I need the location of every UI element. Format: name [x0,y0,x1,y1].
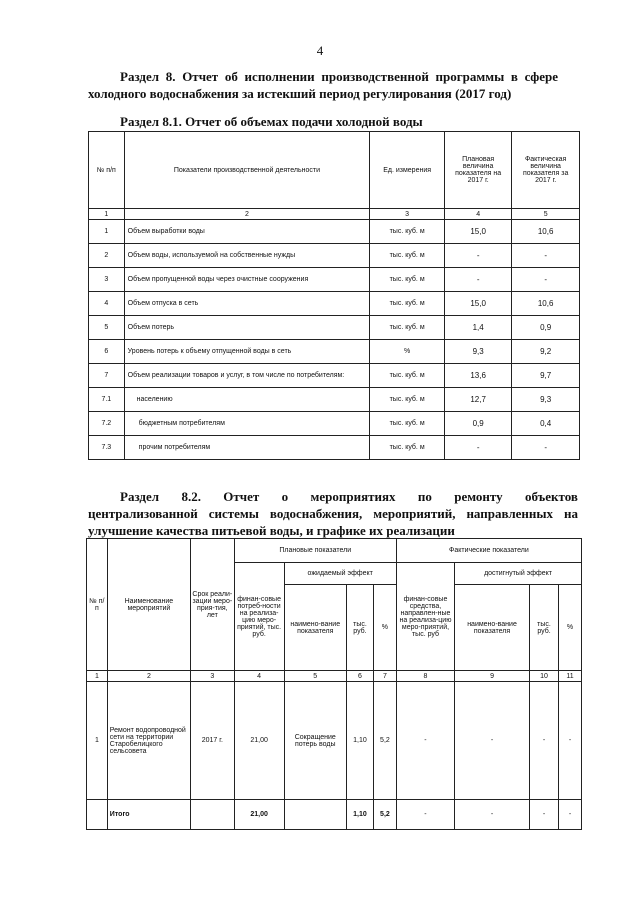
header-term: Срок реали-зации меро-прия-тия, лет [190,539,234,671]
total-fact-finance: - [396,800,454,830]
row-indicator: Объем отпуска в сеть [124,292,370,316]
header-indicator: Показатели производственной деятельности [124,132,370,209]
row-achieved-indicator: - [455,682,530,800]
column-number: 3 [370,209,445,220]
header-percent: % [373,585,396,671]
header-expected-effect: ожидаемый эффект [284,563,396,585]
column-number: 5 [284,671,346,682]
table-row [89,364,580,388]
total-label: Итого [107,800,190,830]
header-measure-name: Наименование мероприятий [107,539,190,671]
row-indicator: Объем выработки воды [124,220,370,244]
row-unit: тыс. куб. м [370,412,445,436]
title-word: 8.2. [181,489,201,504]
table-row [89,220,580,244]
header-plan-indicators: Плановые показатели [234,539,396,563]
row-plan: - [444,268,511,292]
section-8-2-title [88,488,578,539]
row-indicator: прочим потребителям [124,436,370,460]
row-expected-indicator: Сокращение потерь воды [284,682,346,800]
row-unit: тыс. куб. м [370,436,445,460]
total-plan-finance: 21,00 [234,800,284,830]
header-number: № п/п [87,539,108,671]
page-number: 4 [316,43,324,58]
header-fact-finance: финан-совые средства, направлен-ные на реализа-цию меро-приятий, тыс. руб [396,563,454,671]
row-number: 1 [87,682,108,800]
column-number: 3 [190,671,234,682]
table-row [89,388,580,412]
header-thousand-rub: тыс. руб. [529,585,558,671]
repair-measures-table [86,538,582,830]
row-unit: тыс. куб. м [370,220,445,244]
table-row [89,340,580,364]
title-word: мероприятиях [310,489,396,504]
total-achieved-rub: - [529,800,558,830]
row-achieved-percent: - [559,682,582,800]
total-empty-cell [87,800,108,830]
column-number: 6 [346,671,373,682]
table-header-row [87,539,582,563]
row-unit: тыс. куб. м [370,268,445,292]
water-supply-volume-table [88,131,580,460]
header-fact: Фактическая величина показателя за 2017 г. [512,132,580,209]
row-fact: 10,6 [512,292,580,316]
row-plan: 9,3 [444,340,511,364]
row-expected-rub: 1,10 [346,682,373,800]
column-number: 1 [89,209,125,220]
table-row [89,244,580,268]
row-plan: 0,9 [444,412,511,436]
row-unit: тыс. куб. м [370,364,445,388]
row-unit: тыс. куб. м [370,292,445,316]
title-word: объектов [525,489,578,504]
table-row [89,412,580,436]
section-8-2-title-rest: централизованной системы водоснабжения, мероприятий, направленных на улучшение качества питьевой воды, и графике их реализации [88,506,578,538]
row-indicator: Объем потерь [124,316,370,340]
row-fact: - [512,268,580,292]
row-expected-percent: 5,2 [373,682,396,800]
row-plan: 1,4 [444,316,511,340]
row-fact-finance: - [396,682,454,800]
row-number: 4 [89,292,125,316]
total-empty-cell [284,800,346,830]
column-number: 10 [529,671,558,682]
row-achieved-rub: - [529,682,558,800]
row-indicator: бюджетным потребителям [124,412,370,436]
row-number: 7.3 [89,436,125,460]
row-fact: 9,3 [512,388,580,412]
row-term: 2017 г. [190,682,234,800]
column-number: 11 [559,671,582,682]
section-8-title: Раздел 8. Отчет об исполнении производственной программы в сфере холодного водоснабжения за истекший период регулирования (2017 год) [88,69,558,101]
column-number: 1 [87,671,108,682]
column-number: 7 [373,671,396,682]
row-unit: тыс. куб. м [370,244,445,268]
row-fact: - [512,244,580,268]
column-number: 2 [107,671,190,682]
column-numbers-row [89,209,580,220]
row-number: 3 [89,268,125,292]
table-row [89,436,580,460]
row-plan: - [444,244,511,268]
title-word: о [281,489,289,504]
total-expected-percent: 5,2 [373,800,396,830]
row-number: 5 [89,316,125,340]
column-number: 4 [234,671,284,682]
column-numbers-row [87,671,582,682]
row-indicator: Уровень потерь к объему отпущенной воды в сеть [124,340,370,364]
total-row [87,800,582,830]
table-header-row [89,132,580,209]
row-fact: 10,6 [512,220,580,244]
title-word: по [417,489,432,504]
row-unit: тыс. куб. м [370,316,445,340]
row-fact: 9,7 [512,364,580,388]
header-plan: Плановая величина показателя на 2017 г. [444,132,511,209]
row-number: 1 [89,220,125,244]
row-plan-finance: 21,00 [234,682,284,800]
table-row [89,316,580,340]
row-number: 7.1 [89,388,125,412]
total-expected-rub: 1,10 [346,800,373,830]
row-fact: 0,4 [512,412,580,436]
row-unit: % [370,340,445,364]
header-number: № п/п [89,132,125,209]
header-indicator-name: наимено-вание показателя [284,585,346,671]
row-measure-name: Ремонт водопроводной сети на территории Старобелицкого сельсовета [107,682,190,800]
column-number: 8 [396,671,454,682]
header-achieved-effect: достигнутый эффект [455,563,582,585]
row-number: 6 [89,340,125,364]
header-thousand-rub: тыс. руб. [346,585,373,671]
row-plan: - [444,436,511,460]
row-plan: 15,0 [444,292,511,316]
table-row [89,292,580,316]
total-empty-cell [190,800,234,830]
column-number: 4 [444,209,511,220]
row-indicator: Объем реализации товаров и услуг, в том числе по потребителям: [124,364,370,388]
column-number: 5 [512,209,580,220]
title-word: Отчет [223,489,260,504]
row-plan: 15,0 [444,220,511,244]
column-number: 2 [124,209,370,220]
row-plan: 12,7 [444,388,511,412]
table-row [89,268,580,292]
total-achieved-indicator: - [455,800,530,830]
total-achieved-percent: - [559,800,582,830]
row-number: 2 [89,244,125,268]
column-number: 9 [455,671,530,682]
row-fact: 0,9 [512,316,580,340]
row-indicator: населению [124,388,370,412]
header-unit: Ед. измерения [370,132,445,209]
row-number: 7 [89,364,125,388]
section-8-2-title-line1 [88,488,578,505]
row-fact: - [512,436,580,460]
table-row [87,682,582,800]
header-indicator-name: наимено-вание показателя [455,585,530,671]
row-unit: тыс. куб. м [370,388,445,412]
section-8-1-title: Раздел 8.1. Отчет об объемах подачи холодной воды [120,114,423,129]
header-plan-finance: финан-совые потреб-ности на реализа-цию меро-приятий, тыс. руб. [234,563,284,671]
row-fact: 9,2 [512,340,580,364]
title-word: Раздел [120,489,160,504]
title-word: ремонту [454,489,503,504]
row-indicator: Объем воды, используемой на собственные нужды [124,244,370,268]
row-number: 7.2 [89,412,125,436]
header-percent: % [559,585,582,671]
row-plan: 13,6 [444,364,511,388]
header-fact-indicators: Фактические показатели [396,539,581,563]
row-indicator: Объем пропущенной воды через очистные сооружения [124,268,370,292]
